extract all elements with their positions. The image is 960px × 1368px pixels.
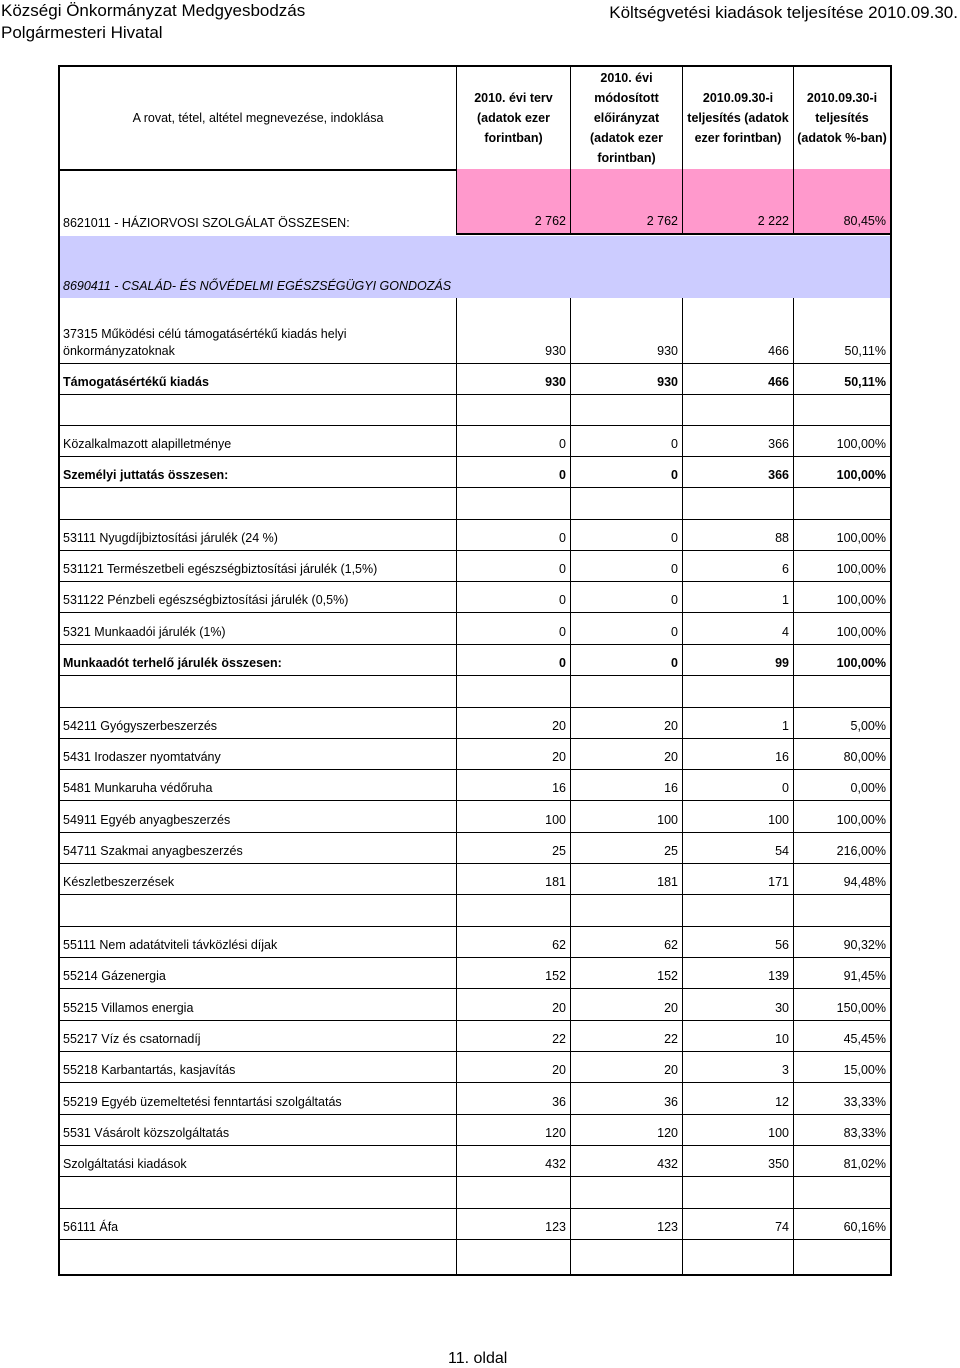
row-plan: 62 bbox=[552, 938, 566, 952]
table-row bbox=[60, 832, 890, 864]
table-row bbox=[60, 581, 890, 613]
column-header-plan: 2010. évi terv (adatok ezer forintban) bbox=[457, 67, 571, 169]
table-row bbox=[60, 644, 890, 676]
row-actual: 366 bbox=[768, 437, 789, 451]
row-modified: 0 bbox=[671, 593, 678, 607]
row-modified: 930 bbox=[657, 344, 678, 358]
row-label: Személyi juttatás összesen: bbox=[63, 468, 229, 482]
row-plan: 16 bbox=[552, 781, 566, 795]
row-actual: 30 bbox=[775, 1001, 789, 1015]
row-percent: 15,00% bbox=[843, 1063, 886, 1077]
page-number: 11. oldal bbox=[448, 1350, 508, 1367]
row-percent: 100,00% bbox=[836, 531, 886, 545]
row-percent: 90,32% bbox=[843, 938, 886, 952]
row-plan: 20 bbox=[552, 1063, 566, 1077]
row-actual: 88 bbox=[775, 531, 789, 545]
column-header-name: A rovat, tétel, altétel megnevezése, indoklása bbox=[60, 67, 457, 169]
row-plan: 930 bbox=[545, 375, 566, 389]
row-percent: 50,11% bbox=[844, 375, 886, 389]
row-label: 5321 Munkaadói járulék (1%) bbox=[63, 625, 226, 639]
row-label: 5431 Irodaszer nyomtatvány bbox=[63, 750, 221, 764]
table-row bbox=[60, 1083, 890, 1115]
row-modified: 181 bbox=[657, 875, 678, 889]
row-percent: 100,00% bbox=[836, 593, 886, 607]
row-modified: 25 bbox=[664, 844, 678, 858]
row-modified: 20 bbox=[664, 750, 678, 764]
row-percent: 100,00% bbox=[836, 437, 886, 451]
row-percent: 100,00% bbox=[836, 656, 886, 670]
column-header-actual: 2010.09.30-i teljesítés (adatok ezer forintban) bbox=[683, 67, 794, 169]
table-row bbox=[60, 989, 890, 1021]
spacer-row bbox=[60, 1239, 890, 1275]
row-label: 55217 Víz és csatornadíj bbox=[63, 1032, 201, 1046]
row-label: 531121 Természetbeli egészségbiztosítási járulék (1,5%) bbox=[63, 562, 378, 576]
row-percent: 94,48% bbox=[843, 875, 886, 889]
report-title: Költségvetési kiadások teljesítése 2010.09.30. bbox=[609, 3, 958, 22]
table-row bbox=[60, 550, 890, 582]
row-modified: 20 bbox=[664, 719, 678, 733]
row-label: 55111 Nem adatátviteli távközlési díjak bbox=[63, 938, 278, 952]
table-row bbox=[60, 707, 890, 739]
row-plan: 432 bbox=[545, 1157, 566, 1171]
row-modified: 0 bbox=[671, 625, 678, 639]
row-label: 5481 Munkaruha védőruha bbox=[63, 781, 213, 795]
row-label: Munkaadót terhelő járulék összesen: bbox=[63, 656, 282, 670]
table-row bbox=[60, 613, 890, 645]
row-actual: 466 bbox=[768, 375, 789, 389]
row-modified: 62 bbox=[664, 938, 678, 952]
row-label: 56111 Áfa bbox=[63, 1220, 119, 1234]
row-percent: 81,02% bbox=[843, 1157, 886, 1171]
row-actual: 4 bbox=[782, 625, 789, 639]
row-label: Közalkalmazott alapilletménye bbox=[63, 437, 232, 451]
table-row bbox=[60, 1051, 890, 1083]
row-actual: 171 bbox=[768, 875, 789, 889]
office-name: Polgármesteri Hivatal bbox=[1, 23, 163, 42]
row-modified: 22 bbox=[664, 1032, 678, 1046]
row-plan: 0 bbox=[559, 593, 566, 607]
row-modified: 20 bbox=[664, 1063, 678, 1077]
row-label: 54911 Egyéb anyagbeszerzés bbox=[63, 813, 231, 827]
row-label: Készletbeszerzések bbox=[63, 875, 175, 889]
row-plan: 20 bbox=[552, 1001, 566, 1015]
spacer-row bbox=[60, 894, 890, 927]
section-title-row bbox=[60, 236, 890, 298]
section-title: 8690411 - CSALÁD- ÉS NŐVÉDELMI EGÉSZSÉGÜGYI GONDOZÁS bbox=[63, 279, 452, 293]
row-percent: 33,33% bbox=[843, 1095, 886, 1109]
row-label: 55215 Villamos energia bbox=[63, 1001, 194, 1015]
row-modified: 20 bbox=[664, 1001, 678, 1015]
row-actual: 466 bbox=[768, 344, 789, 358]
row-label: 54211 Gyógyszerbeszerzés bbox=[63, 719, 218, 733]
row-modified: 36 bbox=[664, 1095, 678, 1109]
summary-label: 8621011 - HÁZIORVOSI SZOLGÁLAT ÖSSZESEN: bbox=[63, 216, 350, 230]
row-modified: 120 bbox=[657, 1126, 678, 1140]
row-plan: 152 bbox=[545, 969, 566, 983]
row-plan: 0 bbox=[559, 625, 566, 639]
row-label: 37315 Működési célú támogatásértékű kiadás helyi önkormányzatoknak bbox=[63, 327, 347, 358]
row-plan: 181 bbox=[545, 875, 566, 889]
row-plan: 36 bbox=[552, 1095, 566, 1109]
spacer-row bbox=[60, 1176, 890, 1209]
row-actual: 10 bbox=[775, 1032, 789, 1046]
row-plan: 120 bbox=[545, 1126, 566, 1140]
column-header-percent: 2010.09.30-i teljesítés (adatok %-ban) bbox=[797, 91, 887, 145]
table-row bbox=[60, 1145, 890, 1177]
table-row bbox=[60, 738, 890, 770]
row-percent: 60,16% bbox=[843, 1220, 886, 1234]
row-plan: 20 bbox=[552, 750, 566, 764]
row-label: Szolgáltatási kiadások bbox=[63, 1157, 187, 1171]
row-label: 5531 Vásárolt közszolgáltatás bbox=[63, 1126, 230, 1140]
row-actual: 3 bbox=[782, 1063, 789, 1077]
row-modified: 0 bbox=[671, 562, 678, 576]
table-header-row bbox=[60, 67, 890, 171]
table-row bbox=[60, 363, 890, 395]
row-modified: 0 bbox=[671, 437, 678, 451]
table-row bbox=[60, 425, 890, 457]
table-row bbox=[60, 863, 890, 895]
row-modified: 16 bbox=[664, 781, 678, 795]
row-actual: 100 bbox=[768, 813, 789, 827]
summary-modified: 2 762 bbox=[646, 214, 678, 228]
table-row bbox=[60, 456, 890, 488]
row-percent: 91,45% bbox=[843, 969, 886, 983]
row-actual: 350 bbox=[768, 1157, 789, 1171]
row-label: 53111 Nyugdíjbiztosítási járulék (24 %) bbox=[63, 531, 278, 545]
row-percent: 50,11% bbox=[844, 344, 886, 358]
row-modified: 0 bbox=[671, 656, 678, 670]
summary-percent: 80,45% bbox=[843, 214, 886, 228]
row-modified: 930 bbox=[657, 375, 678, 389]
row-actual: 56 bbox=[775, 938, 789, 952]
row-modified: 432 bbox=[657, 1157, 678, 1171]
table-row bbox=[60, 1114, 890, 1146]
row-modified: 123 bbox=[657, 1220, 678, 1234]
row-label: 54711 Szakmai anyagbeszerzés bbox=[63, 844, 243, 858]
row-plan: 930 bbox=[545, 344, 566, 358]
row-plan: 123 bbox=[545, 1220, 566, 1234]
row-plan: 0 bbox=[559, 562, 566, 576]
organization-name: Községi Önkormányzat Medgyesbodzás bbox=[1, 1, 306, 20]
row-plan: 20 bbox=[552, 719, 566, 733]
table-row bbox=[60, 1208, 890, 1240]
table-row bbox=[60, 926, 890, 958]
spacer-row bbox=[60, 487, 890, 520]
table-row bbox=[60, 801, 890, 833]
row-percent: 83,33% bbox=[843, 1126, 886, 1140]
row-label: Támogatásértékű kiadás bbox=[63, 375, 209, 389]
summary-row bbox=[60, 169, 890, 235]
row-actual: 6 bbox=[782, 562, 789, 576]
table-row bbox=[60, 769, 890, 801]
row-actual: 54 bbox=[775, 844, 789, 858]
row-actual: 100 bbox=[768, 1126, 789, 1140]
row-percent: 100,00% bbox=[836, 813, 886, 827]
table-row bbox=[60, 298, 890, 364]
row-label: 55219 Egyéb üzemeltetési fenntartási szolgáltatás bbox=[63, 1095, 342, 1109]
spacer-row bbox=[60, 675, 890, 708]
row-actual: 366 bbox=[768, 468, 789, 482]
row-modified: 152 bbox=[657, 969, 678, 983]
row-actual: 99 bbox=[775, 656, 789, 670]
row-actual: 12 bbox=[775, 1095, 789, 1109]
row-label: 55214 Gázenergia bbox=[63, 969, 166, 983]
row-percent: 0,00% bbox=[850, 781, 886, 795]
table-row bbox=[60, 1020, 890, 1052]
row-plan: 25 bbox=[552, 844, 566, 858]
row-label: 531122 Pénzbeli egészségbiztosítási járulék (0,5%) bbox=[63, 593, 349, 607]
row-percent: 80,00% bbox=[843, 750, 886, 764]
row-modified: 0 bbox=[671, 468, 678, 482]
row-percent: 100,00% bbox=[836, 468, 886, 482]
row-percent: 100,00% bbox=[836, 625, 886, 639]
row-percent: 216,00% bbox=[836, 844, 886, 858]
row-actual: 74 bbox=[775, 1220, 789, 1234]
row-label: 55218 Karbantartás, kasjavítás bbox=[63, 1063, 236, 1077]
row-actual: 1 bbox=[782, 593, 789, 607]
expenditure-table bbox=[58, 65, 892, 1276]
table-row bbox=[60, 519, 890, 551]
row-modified: 100 bbox=[657, 813, 678, 827]
row-actual: 1 bbox=[782, 719, 789, 733]
summary-plan: 2 762 bbox=[534, 214, 566, 228]
row-plan: 0 bbox=[559, 531, 566, 545]
summary-actual: 2 222 bbox=[757, 214, 789, 228]
row-percent: 100,00% bbox=[836, 562, 886, 576]
row-plan: 0 bbox=[559, 468, 566, 482]
row-percent: 5,00% bbox=[850, 719, 886, 733]
table-row bbox=[60, 957, 890, 989]
row-actual: 0 bbox=[782, 781, 789, 795]
spacer-row bbox=[60, 394, 890, 426]
row-plan: 0 bbox=[559, 656, 566, 670]
row-actual: 16 bbox=[775, 750, 789, 764]
row-modified: 0 bbox=[671, 531, 678, 545]
row-plan: 22 bbox=[552, 1032, 566, 1046]
row-plan: 0 bbox=[559, 437, 566, 451]
column-header-modified: 2010. évi módosított előirányzat (adatok ezer forintban) bbox=[571, 67, 683, 169]
row-percent: 150,00% bbox=[836, 1001, 886, 1015]
row-percent: 45,45% bbox=[843, 1032, 886, 1046]
row-plan: 100 bbox=[545, 813, 566, 827]
row-actual: 139 bbox=[768, 969, 789, 983]
